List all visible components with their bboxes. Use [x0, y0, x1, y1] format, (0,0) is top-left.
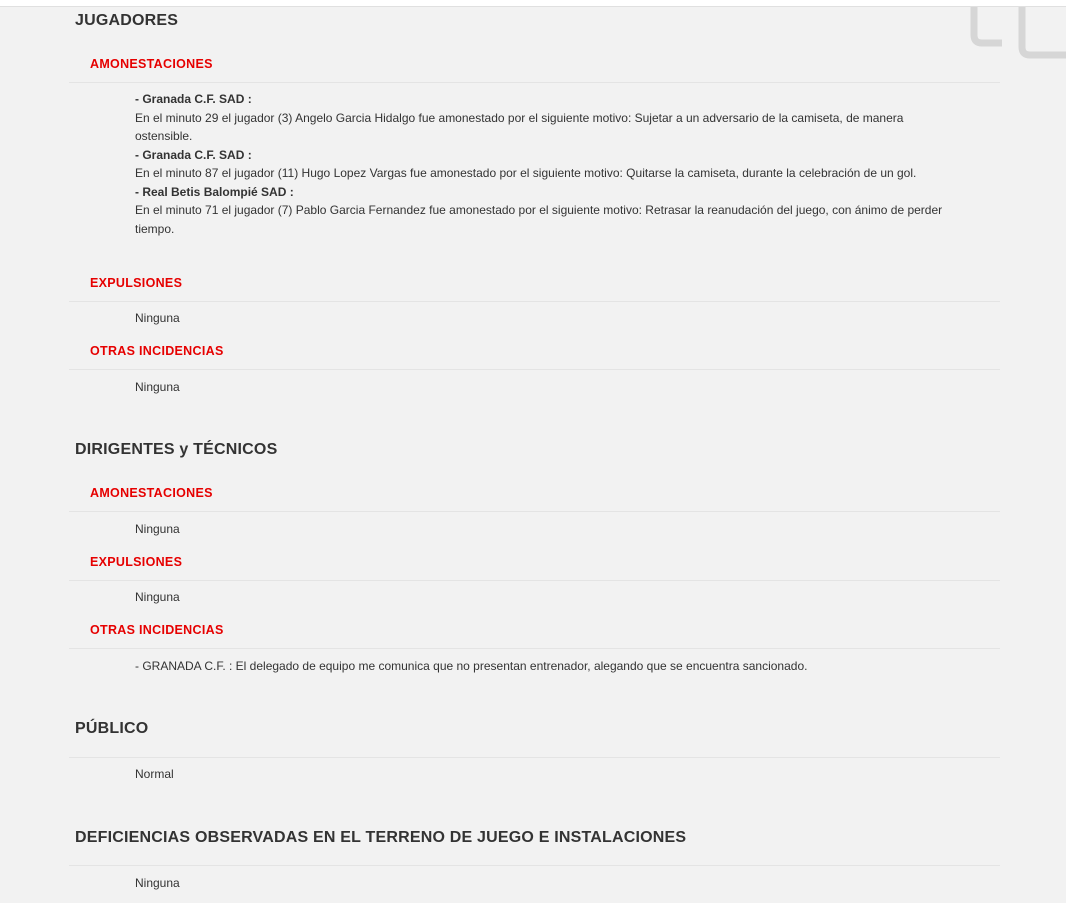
section-title-deficiencias: DEFICIENCIAS OBSERVADAS EN EL TERRENO DE JUEGO E INSTALACIONES — [75, 829, 687, 846]
jugadores-otras-incidencias-label: OTRAS INCIDENCIAS — [90, 344, 224, 358]
section-title-publico: PÚBLICO — [75, 720, 149, 737]
list-item — [135, 146, 955, 183]
section-title-dirigentes: DIRIGENTES y TÉCNICOS — [75, 441, 278, 458]
divider — [69, 580, 1000, 581]
entry-description: En el minuto 87 el jugador (11) Hugo Lopez Vargas fue amonestado por el siguiente motivo: Quitarse la camiseta, durante la celebración de un gol. — [135, 166, 917, 180]
entry-team: - Granada C.F. SAD : — [135, 147, 252, 162]
divider — [69, 369, 1000, 370]
divider — [69, 82, 1000, 83]
jugadores-expulsiones-value: Ninguna — [135, 311, 180, 325]
list-item — [135, 183, 955, 239]
dirigentes-otras-incidencias-value: - GRANADA C.F. : El delegado de equipo me comunica que no presentan entrenador, alegando que se encuentra sancionado. — [135, 659, 808, 673]
dirigentes-expulsiones-value: Ninguna — [135, 590, 180, 604]
report-page — [0, 6, 1066, 903]
jugadores-expulsiones-label: EXPULSIONES — [90, 276, 183, 290]
deficiencias-value: Ninguna — [135, 876, 180, 890]
dirigentes-expulsiones-label: EXPULSIONES — [90, 555, 183, 569]
divider — [69, 301, 1000, 302]
dirigentes-amonestaciones-label: AMONESTACIONES — [90, 486, 213, 500]
divider — [69, 511, 1000, 512]
jugadores-amonestaciones-label: AMONESTACIONES — [90, 57, 213, 71]
divider — [69, 648, 1000, 649]
divider — [69, 865, 1000, 866]
publico-value: Normal — [135, 767, 174, 781]
divider — [69, 757, 1000, 758]
list-item — [135, 90, 955, 146]
entry-description: En el minuto 71 el jugador (7) Pablo Garcia Fernandez fue amonestado por el siguiente motivo: Retrasar la reanudación del juego, con ánimo de perder tiempo. — [135, 203, 943, 236]
section-title-jugadores: JUGADORES — [75, 12, 179, 29]
dirigentes-otras-incidencias-label: OTRAS INCIDENCIAS — [90, 623, 224, 637]
entry-team: - Granada C.F. SAD : — [135, 92, 252, 106]
entry-team: - Real Betis Balompié SAD : — [135, 184, 294, 199]
dirigentes-amonestaciones-value: Ninguna — [135, 522, 180, 536]
entry-description: En el minuto 29 el jugador (3) Angelo Garcia Hidalgo fue amonestado por el siguiente motivo: Sujetar a un adversario de la camiseta, de manera ostensible. — [135, 110, 904, 143]
logo-watermark-icon — [966, 6, 1066, 63]
jugadores-amonestaciones-list — [135, 90, 955, 238]
jugadores-otras-incidencias-value: Ninguna — [135, 380, 180, 394]
